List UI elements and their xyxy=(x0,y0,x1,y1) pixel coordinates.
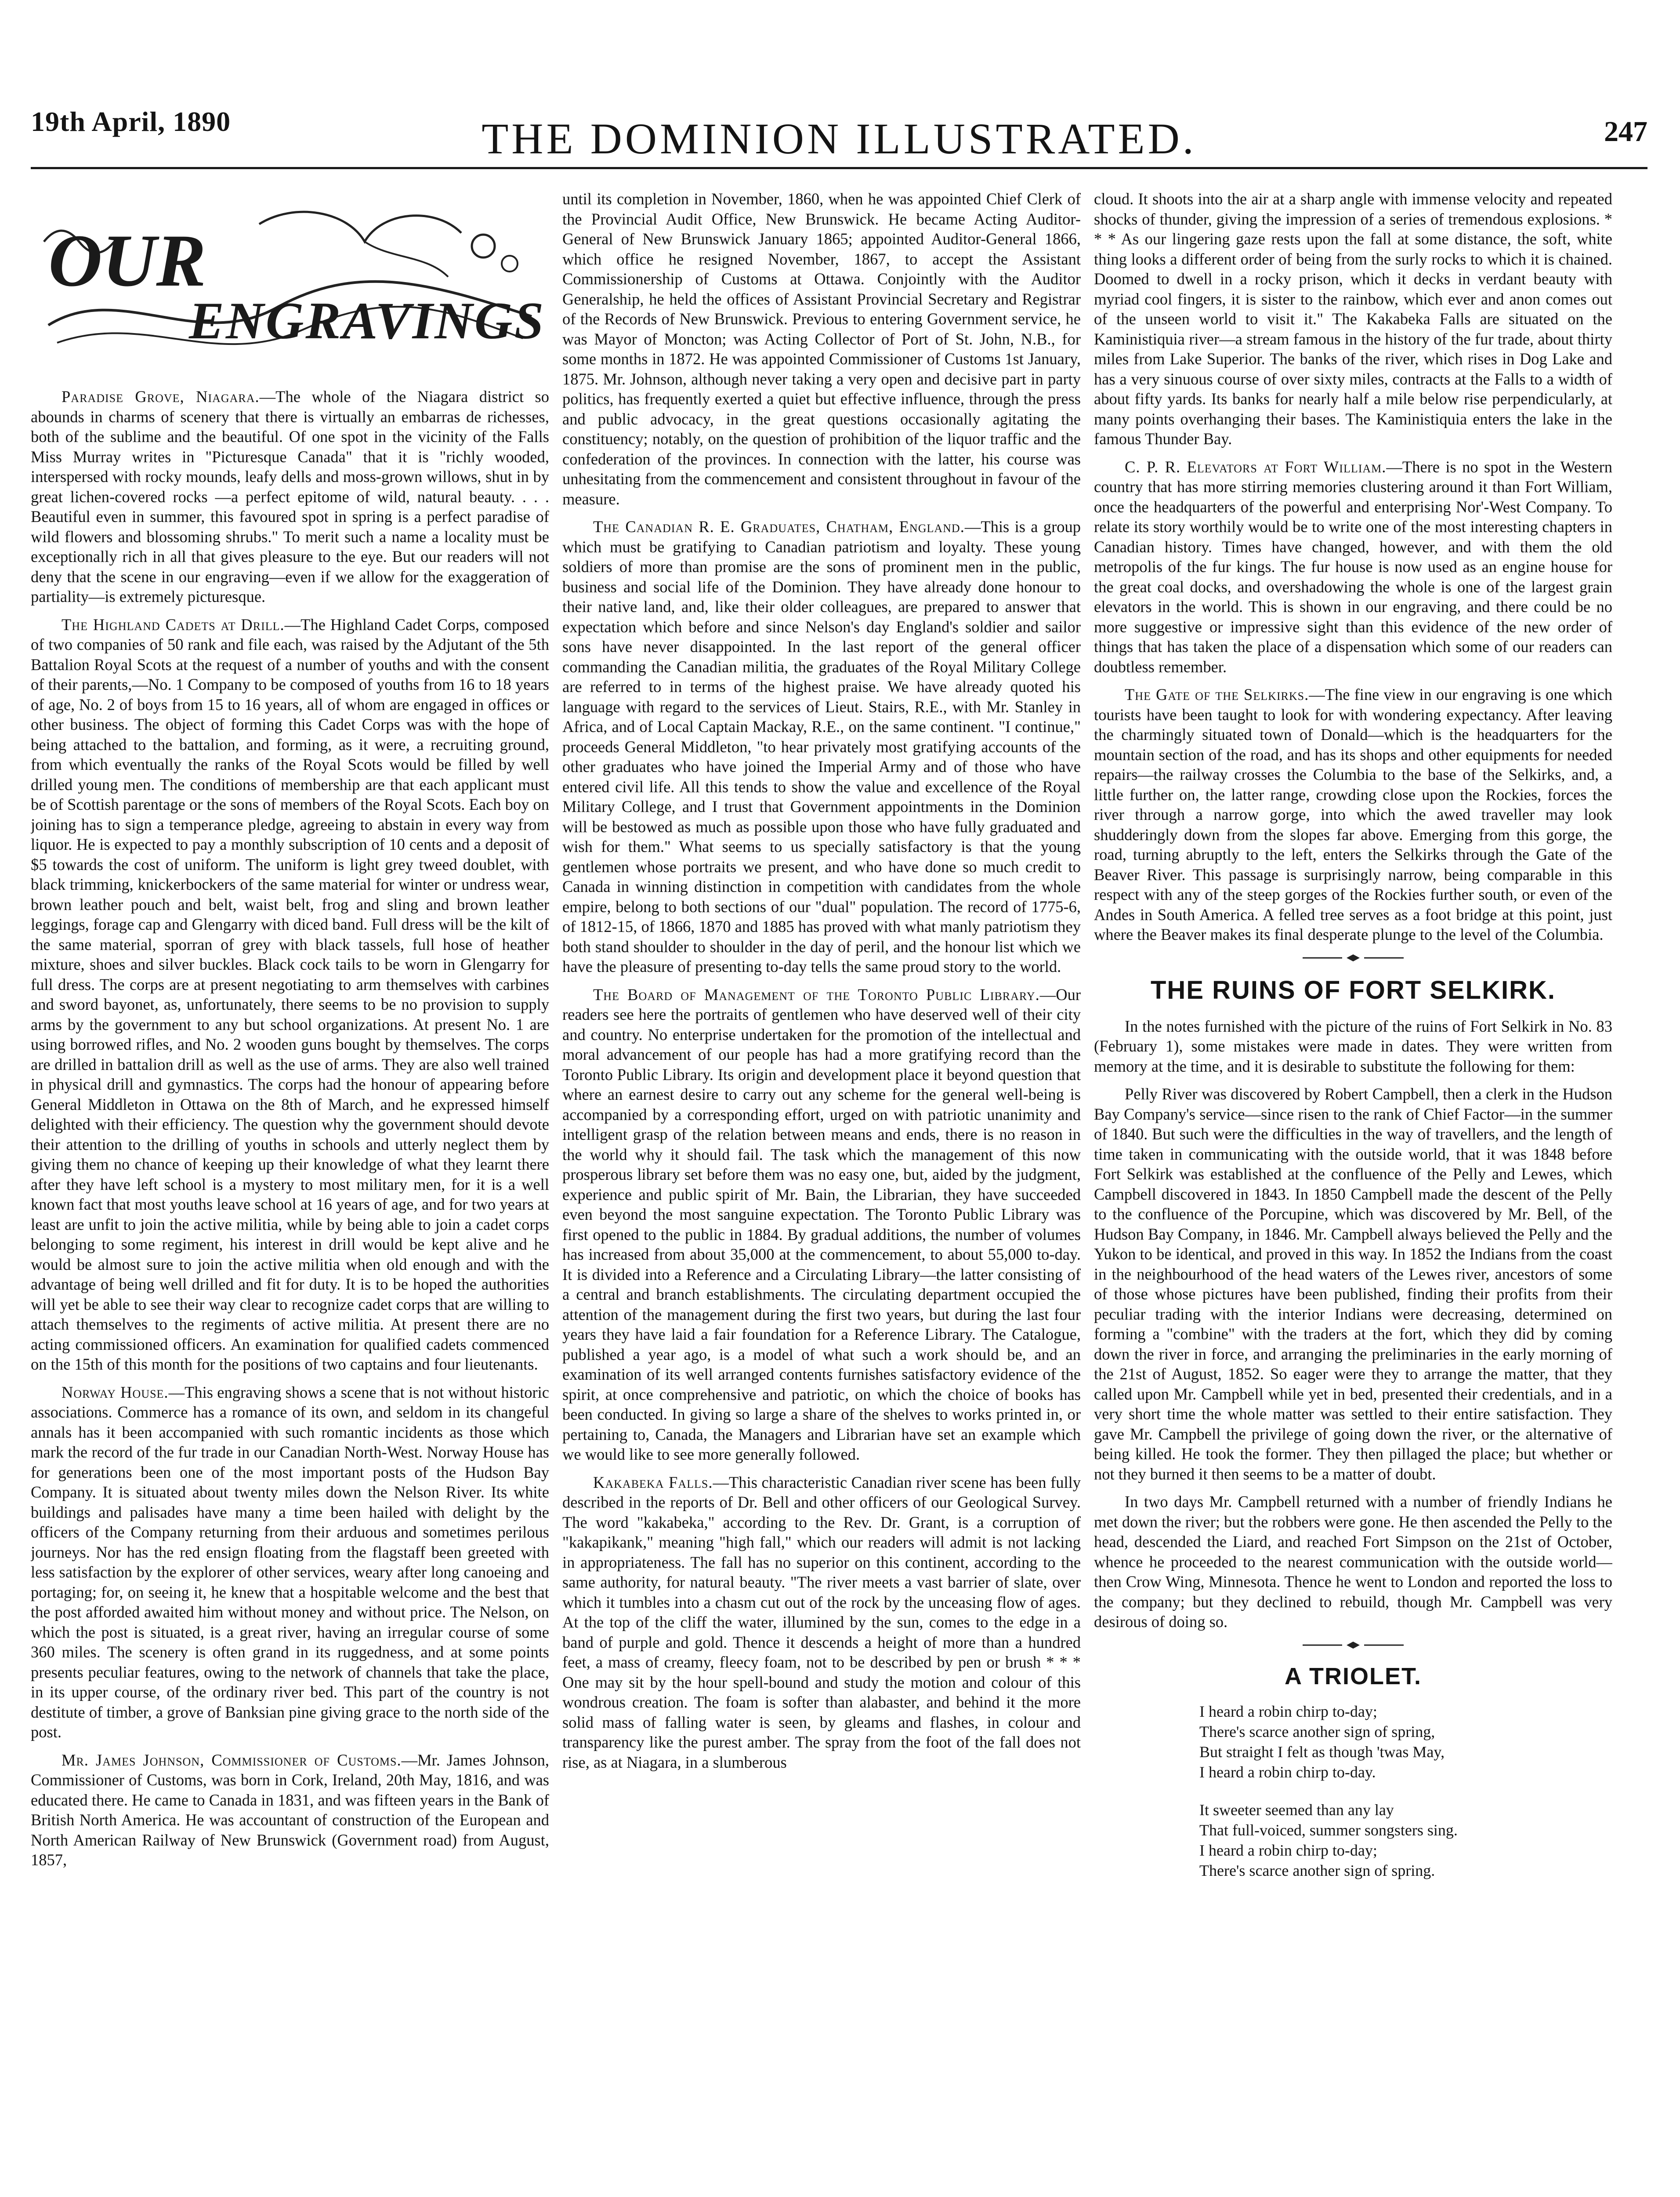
masthead-title: THE DOMINION ILLUSTRATED. xyxy=(482,114,1197,163)
paragraph-text: —This characteristic Canadian river scene has been fully described in the reports of Dr. Bell and other officers of our Geological Survey. The word "kakabeka," according to the Rev. Dr. Grant, is a corruption of "kakapikank," meaning "high fall," which our readers will admit is not lacking in appropriateness. The fall has no superior on this continent, according to the same authority, for natural beauty. "The river meets a vast barrier of slate, over which it tumbles into a chasm cut out of the rock by the unceasing flow of ages. At the top of the cliff the water, illumined by the sun, comes to the edge in a band of purple and gold. Thence it descends a height of more than a hundred feet, a mass of creamy, fleecy foam, not to be described by pen or brush * * * One may sit by the hour spell-bound and study the motion and colour of this wondrous creation. The foam is softer than alabaster, and behind it the more solid mass of falling water is seen, by gleams and flashes, in colour and transparency like the purest amber. The spray from the foot of the fall does not rise, as at Niagara, in a slumberous xyxy=(562,1473,1081,1771)
page-number: 247 xyxy=(1604,116,1647,148)
poem-line: I heard a robin chirp to-day; xyxy=(1199,1841,1377,1859)
paragraph-toronto-library xyxy=(562,985,1081,1465)
column-2 xyxy=(562,189,1081,2197)
paragraph-paradise-grove xyxy=(31,387,549,607)
paragraph-lead: Kakabeka Falls. xyxy=(593,1473,713,1491)
paragraph-lead: The Board of Management of the Toronto Public Library. xyxy=(593,985,1040,1004)
poem-line: There's scarce another sign of spring, xyxy=(1199,1722,1435,1740)
paragraph-text: —This is a group which must be gratifying to Canadian patriotism and loyalty. These young soldiers of more than promise are the sons of prominent men in the public, business and social life of the Dominion. They have already done honour to their native land, and, like their older colleagues, are prepared to answer that expectation which before and since Nelson's day England's soldier and sailor sons have never disappointed. In the last report of the general officer commanding the Canadian militia, the graduates of the Royal Military College are referred to in terms of the highest praise. We have already quoted his language with regard to the services of Lieut. Stairs, R.E., with Mr. Stanley in Africa, and of Local Captain Mackay, R.E., on the same continent. "I continue," proceeds General Middleton, "to hear privately most gratifying accounts of the other graduates who have joined the Imperial Army and of those who have entered civil life. All this tends to show the value and excellence of the Royal Military College, and I trust that Government appointments in the Dominion will be bestowed as much as possible upon those who have fully graduated and wish for them." What seems to us specially satisfactory is that the young gentlemen whose portraits we present, and who have done so much credit to Canada in winning distinction in competition with candidates from the whole empire, belong to both sections of our "dual" population. The record of 1775-6, of 1812-15, of 1866, 1870 and 1885 has proved with what manly patriotism they both stand shoulder to shoulder in the day of peril, and the honour list which we have the pleasure of presenting to-day tells the same proud story to the world. xyxy=(562,518,1081,975)
paragraph-text: —The Highland Cadet Corps, composed of two companies of 50 rank and file each, was raised by the Adjutant of the 5th Battalion Royal Scots at the request of a number of youths and with the consent of their parents,—No. 1 Company to be composed of youths from 16 to 18 years of age, No. 2 of boys from 15 to 16 years, all of whom are engaged in offices or other business. The object of forming this Cadet Corps was with the hope of being attached to the battalion, and forming, as it were, a recruiting ground, from which eventually the ranks of the Royal Scots would be filled by well drilled young men. The conditions of membership are that each applicant must be of Scottish parentage or the sons of members of the Royal Scots. Each boy on joining has to sign a temperance pledge, agreeing to abstain in every way from liquor. He is expected to pay a monthly subscription of 10 cents and a deposit of $5 towards the cost of uniform. The uniform is light grey tweed doublet, with black trimming, knickerbockers of the same material for winter or undress wear, brown leather pouch and belt, waist belt, frog and sling and brown leather leggings, forage cap and Glengarry with diced band. Full dress will be the kilt of the same material, sporran of grey with black tassels, full hose of heather mixture, shoes and silver buckles. Black cock tails to be worn in Glengarry for full dress. The corps are at present negotiating to arm themselves with carbines and sword bayonet, as, unfortunately, there seems to be no provision to supply arms by the government to any but school organizations. At present No. 1 are using borrowed rifles, and No. 2 wooden guns bought by themselves. The corps are drilled in battalion drill as well as the use of arms. They are also well trained in physical drill and gymnastics. The corps had the honour of appearing before General Middleton in Ottawa on the 8th of March, and he expressed himself delighted with their efficiency. The question why the government should devote their attention to the drilling of youths in schools and utterly neglect them by giving them no chance of keeping up their knowledge of what they learnt there after they have left school is a mystery to most military men, for it is a well known fact that most youths leave school at 16 years of age, and for two years at least are unfit to join the active militia, while by being able to join a cadet corps belonging to some regiment, his interest in drill would be kept alive and he would be almost sure to join the active militia when old enough and with the advantage of being well drilled and fit for duty. It is to be hoped the authorities will yet be able to see their way clear to recognize cadet corps that are willing to attach themselves to the regiments of active militia. At present there are no acting commissioned officers. An examination for qualified cadets commenced on the 15th of this month for the positions of two captains and four lieutenants. xyxy=(31,615,549,1373)
paragraph-text: In two days Mr. Campbell returned with a number of friendly Indians he met down the river; but the robbers were gone. He then ascended the Pelly to the head, descended the Liard, and reached Fort Simpson on the 21st of October, whence he proceeded to the nearest communication with the outside world—then Crow Wing, Minnesota. Thence he went to London and reported the loss to the company; but they declined to rebuild, though Mr. Campbell was very desirous of doing so. xyxy=(1094,1493,1612,1631)
poem-line: But straight I felt as though 'twas May, xyxy=(1199,1743,1445,1761)
paragraph-text: —This engraving shows a scene that is not without historic associations. Commerce has a romance of its own, and seldom in its changeful annals has it been accompanied with such romantic incidents as those which mark the record of the fur trade in our Canadian North-West. Norway House has for generations been one of the most important posts of the Hudson Bay Company. It is situated about twenty miles down the Nelson River. Its white buildings and palisades have many a time been hailed with delight by the officers of the Company returning from their arduous and sometimes perilous journeys. Nor has the red ensign floating from the flagstaff been greeted with less satisfaction by the explorer of other services, weary after long canoeing and portaging; for, on seeing it, he knew that a hospitable welcome and the best that the post afforded awaited him without money and without price. The Nelson, on which the post is situated, is a great river, having an irregular course of some 360 miles. The scenery is often grand in its ruggedness, and at some points presents peculiar features, owing to the network of channels that take the place, in its upper course, of the ordinary river bed. This part of the country is not destitute of timber, a grove of Banksian pine giving grace to the north side of the post. xyxy=(31,1383,549,1741)
paragraph-text: —The fine view in our engraving is one which tourists have been taught to look for with wondering expectancy. After leaving the charmingly situated town of Donald—which is the headquarters for the mountain section of the road, and has its shops and other equipments for needed repairs—the railway crosses the Columbia to the base of the Selkirks, and, a little further on, the latter range, crowding close upon the Rockies, forces the river through a narrow gorge, into which the awed traveller may look shudderingly down from the slopes far above. Emerging from this gorge, the road, turning abruptly to the left, enters the Selkirks through the Gate of the Beaver River. This passage is surprisingly narrow, being comparable in this respect with any of the steep gorges of the Rockies further south, or even of the Andes in South America. A felled tree serves as a foot bridge at this point, just where the Beaver makes its final desperate plunge to the level of the Columbia. xyxy=(1094,685,1612,943)
column-3 xyxy=(1094,189,1612,2197)
paragraph-norway-house xyxy=(31,1382,549,1742)
paragraph-text: —Mr. James Johnson, Commissioner of Customs, was born in Cork, Ireland, 20th May, 1816, and was educated there. He came to Canada in 1831, and was fifteen years in the Bank of British North America. He was accountant of construction of the European and North American Railway of New Brunswick (Government road) from August, 1857, xyxy=(31,1751,549,1869)
column-1-body xyxy=(31,387,549,1870)
paragraph-highland-cadets xyxy=(31,615,549,1374)
triolet-heading: A TRIOLET. xyxy=(1285,1663,1422,1689)
column-1 xyxy=(31,189,549,2197)
paragraph-kakabeka-falls xyxy=(562,1472,1081,1773)
paragraph-lead: The Gate of the Selkirks. xyxy=(1125,685,1309,703)
paragraph-text: —Our readers see here the portraits of gentlemen who have deserved well of their city and country. No enterprise undertaken for the promotion of the intellectual and moral advancement of our people has had a more gratifying record than the Toronto Public Library. Its origin and development place it beyond question that where an earnest desire to carry out any scheme for the general well-being is accompanied by a corresponding effort, urged on with patriotic unanimity and intelligent grasp of the relation between means and ends, there is no reason in the world why it should fail. The task which the management of this now prosperous library set before them was no easy one, but, aided by the judgment, experience and public spirit of Mr. Bain, the Librarian, they have succeeded even beyond the most sanguine expectation. The Toronto Public Library was first opened to the public in 1884. By gradual additions, the number of volumes has increased from about 35,000 at the commencement, to about 55,000 to-day. It is divided into a Reference and a Circulating Library—the latter consisting of a central and branch establishments. The circulating department occupied the attention of the management during the first two years, but during the last four years they have laid a fair foundation for a Reference Library. The Catalogue, published a year ago, is a model of what such a work should be, and an examination of its well arranged contents furnishes satisfactory evidence of the spirit, at once comprehensive and patriotic, on which the choice of books has been conducted. In giving so large a share of the shelves to works printed in, or pertaining to, Canada, the Managers and Librarian have set an example which we would like to see more generally followed. xyxy=(562,985,1081,1463)
paragraph-lead: C. P. R. Elevators at Fort William. xyxy=(1125,457,1387,476)
poem-line: That full-voiced, summer songsters sing. xyxy=(1199,1821,1458,1839)
poem-line: There's scarce another sign of spring. xyxy=(1199,1861,1435,1879)
issue-date: 19th April, 1890 xyxy=(31,106,231,137)
paragraph-kakabeka-continued xyxy=(1094,189,1612,449)
paragraph-cpr-elevators xyxy=(1094,457,1612,677)
paragraph-text: cloud. It shoots into the air at a sharp angle with immense velocity and repeated shocks of thunder, giving the impression of a series of tremendous explosions. * * * As our lingering gaze rests upon the fall at some distance, the soft, white thing looks a different order of being from the surly rocks to which it is chained. Doomed to dwell in a rocky prison, which it decks in verdant beauty with myriad cool fingers, it is sister to the rainbow, which ever and anon comes out of the unseen world to visit it." The Kakabeka Falls are situated on the Kaministiquia river—a stream famous in the history of the fur trade, about thirty miles from Lake Superior. The banks of the river, which rises in Dog Lake and has a very sinuous course of over sixty miles, contracts at the Falls to a width of about fifty yards. Its banks for nearly half a mile below rise perpendicularly, at many points overhanging their bases. The Kaministiquia enters the lake in the famous Thunder Bay. xyxy=(1094,190,1612,448)
header-rule xyxy=(31,167,1647,169)
paragraph-fort-selkirk-2 xyxy=(1094,1084,1612,1484)
triolet-poem xyxy=(1199,1701,1612,1881)
paragraph-text: Pelly River was discovered by Robert Campbell, then a clerk in the Hudson Bay Company's service—since risen to the rank of Chief Factor—in the summer of 1840. But such were the difficulties in the way of travellers, and the length of time taken in communicating with the outside world, that it was 1848 before Fort Selkirk was established at the confluence of the Pelly and Lewes, which Campbell discovered in 1843. In 1850 Campbell made the descent of the Pelly to the confluence of the Porcupine, which was discovered by Mr. Bell, of the Hudson Bay Company, in 1846. Mr. Campbell always believed the Pelly and the Yukon to be identical, and proved in this way. In 1852 the Indians from the coast in the neighbourhood of the head waters of the Lewes river, ancestors of some of those whose pictures have been published, finding their profits from their peculiar trading with the interior Indians were decreasing, determined on forming a "combine" with the traders at the fort, which they did by coming down the river in force, and arranging the preliminaries in the early morning of the 21st of August, 1852. So eager were they to arrange the matter, that they called upon Mr. Campbell while yet in bed, presented their credentials, and in a very short time the whole matter was settled to their entire satisfaction. They gave Mr. Campbell the privilege of going down the river, or the alternative of being killed. He took the former. They then pillaged the place; but whether or not they burned it then seems to be a matter of doubt. xyxy=(1094,1085,1612,1483)
paragraph-lead: Mr. James Johnson, Commissioner of Customs. xyxy=(62,1751,402,1769)
our-engravings-banner xyxy=(31,193,549,378)
banner-text-our: OUR xyxy=(48,219,206,302)
paragraph-lead: Norway House. xyxy=(62,1383,169,1401)
stanza-gap xyxy=(1199,1782,1612,1800)
paragraph-lead: The Canadian R. E. Graduates, Chatham, England. xyxy=(593,518,965,536)
paragraph-lead: Paradise Grove, Niagara. xyxy=(62,388,260,406)
paragraph-johnson-continued xyxy=(562,189,1081,509)
poem-line: It sweeter seemed than any lay xyxy=(1199,1801,1394,1819)
paragraph-text: In the notes furnished with the picture of the ruins of Fort Selkirk in No. 83 (February 1), some mistakes were made in dates. They were written from memory at the time, and it is desirable to substitute the following for them: xyxy=(1094,1017,1612,1075)
paragraph-re-graduates xyxy=(562,517,1081,977)
section-divider-ornament xyxy=(1303,953,1404,963)
paragraph-james-johnson xyxy=(31,1750,549,1870)
section-divider-ornament xyxy=(1303,1640,1404,1650)
paragraph-fort-selkirk-3 xyxy=(1094,1492,1612,1632)
banner-text-engravings: ENGRAVINGS xyxy=(189,291,546,350)
paragraph-text: —The whole of the Niagara district so abounds in charms of scenery that there is virtually an embarras de richesses, both of the sublime and the beautiful. Of one spot in the vicinity of the Falls Miss Murray writes in "Picturesque Canada" that it is "richly wooded, interspersed with rocky mounds, leafy dells and moss-grown willows, shut in by great lichen-covered rocks —a perfect epitome of wild, natural beauty. . . . Beautiful even in summer, this favoured spot in spring is a perfect paradise of wild flowers and blossoming shrubs." To merit such a name a locality must be exceptionally rich in all that gives pleasure to the eye. But our readers will not deny that the scene in our engraving—even if we allow for the exaggeration of partiality—is extremely picturesque. xyxy=(31,388,549,605)
paragraph-lead: The Highland Cadets at Drill. xyxy=(62,615,285,634)
banner-illustration xyxy=(31,193,549,378)
fort-selkirk-heading: THE RUINS OF FORT SELKIRK. xyxy=(1151,975,1556,1004)
poem-line: I heard a robin chirp to-day; xyxy=(1199,1702,1377,1720)
paragraph-gate-of-selkirks xyxy=(1094,685,1612,945)
paragraph-text: until its completion in November, 1860, when he was appointed Chief Clerk of the Provincial Audit Office, New Brunswick. He became Acting Auditor-General of New Brunswick January 1865; appointed Auditor-General 1866, which office he resigned November, 1867, to accept the Assistant Commissionership of Customs at Ottawa. Conjointly with the Auditor Generalship, he held the offices of Assistant Provincial Secretary and Registrar of the Records of New Brunswick. Previous to entering Government service, he was Mayor of Moncton; was Acting Collector of Port of St. John, N.B., for some months in 1872. He was appointed Commissioner of Customs 1st January, 1875. Mr. Johnson, although never taking a very open and decisive part in party politics, has frequently exerted a quiet but effective influence, through the press and public advocacy, in the great questions occasionally agitating the constituency; notably, on the question of prohibition of the liquor traffic and the confederation of the provinces. In connection with the latter, his course was unhesitating from the commencement and consistent throughout in favour of the measure. xyxy=(562,190,1081,508)
paragraph-fort-selkirk-1 xyxy=(1094,1016,1612,1077)
poem-line: I heard a robin chirp to-day. xyxy=(1199,1763,1376,1781)
paragraph-text: —There is no spot in the Western country that has more stirring memories clustering around it than Fort William, once the headquarters of the powerful and enterprising Nor'-West Company. To relate its story worthily would be to write one of the most interesting chapters in Canadian history. Times have changed, however, and with them the old metropolis of the fur kings. The fur house is now used as an engine house for the great coal docks, and overshadowing the whole is one of the largest grain elevators in the world. This is shown in our engraving, and there could be no more suggestive or impressive sight than this evidence of the new order of things that has taken the place of a dispensation which some of our readers can doubtless remember. xyxy=(1094,457,1612,676)
page-header xyxy=(31,0,1647,163)
